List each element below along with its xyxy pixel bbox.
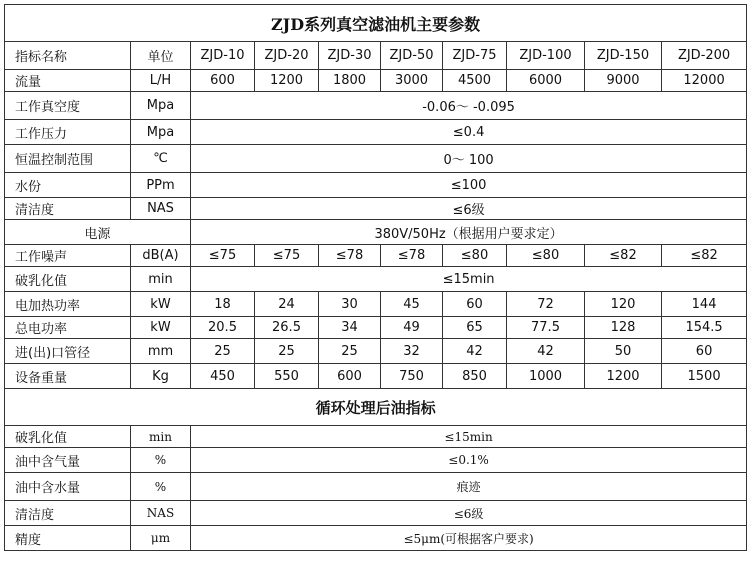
cell-value: 1000 xyxy=(507,364,585,389)
cell-value: 1200 xyxy=(585,364,662,389)
table-row xyxy=(5,339,747,364)
cell-value: 42 xyxy=(507,339,585,364)
cell-value: 18 xyxy=(191,292,255,317)
row-unit: NAS xyxy=(131,501,191,526)
row-unit: % xyxy=(131,448,191,473)
model-header: ZJD-75 xyxy=(443,42,507,70)
row-unit: NAS xyxy=(131,198,191,220)
row-unit: min xyxy=(131,426,191,448)
row-unit: L/H xyxy=(131,70,191,92)
cell-value: 1500 xyxy=(662,364,747,389)
table-row xyxy=(5,426,747,448)
cell-value: 600 xyxy=(319,364,381,389)
table-row xyxy=(5,92,747,120)
row-unit: μm xyxy=(131,526,191,551)
span-value: 0～ 100 xyxy=(191,145,747,173)
row-unit: Kg xyxy=(131,364,191,389)
table-row xyxy=(5,473,747,501)
section-title: 循环处理后油指标 xyxy=(5,389,747,426)
cell-value: 9000 xyxy=(585,70,662,92)
header-name: 指标名称 xyxy=(5,42,131,70)
cell-value: 50 xyxy=(585,339,662,364)
cell-value: 120 xyxy=(585,292,662,317)
cell-value: 144 xyxy=(662,292,747,317)
model-header: ZJD-10 xyxy=(191,42,255,70)
cell-value: 77.5 xyxy=(507,317,585,339)
cell-value: 26.5 xyxy=(255,317,319,339)
cell-value: 750 xyxy=(381,364,443,389)
table-row xyxy=(5,245,747,267)
table-row xyxy=(5,120,747,145)
row-name: 工作真空度 xyxy=(5,92,131,120)
table-row xyxy=(5,220,747,245)
table-row xyxy=(5,317,747,339)
cell-value: ≤82 xyxy=(662,245,747,267)
row-name: 精度 xyxy=(5,526,131,551)
cell-value: 154.5 xyxy=(662,317,747,339)
parameter-table xyxy=(4,4,747,551)
cell-value: 45 xyxy=(381,292,443,317)
cell-value: 25 xyxy=(191,339,255,364)
row-name: 破乳化值 xyxy=(5,267,131,292)
row-unit: Mpa xyxy=(131,92,191,120)
cell-value: 60 xyxy=(662,339,747,364)
cell-value: ≤82 xyxy=(585,245,662,267)
cell-value: 1200 xyxy=(255,70,319,92)
cell-value: ≤75 xyxy=(191,245,255,267)
row-name: 流量 xyxy=(5,70,131,92)
header-unit: 单位 xyxy=(131,42,191,70)
cell-value: ≤80 xyxy=(507,245,585,267)
cell-value: 34 xyxy=(319,317,381,339)
row-unit: min xyxy=(131,267,191,292)
span-value: ≤0.4 xyxy=(191,120,747,145)
title-row xyxy=(5,5,747,42)
cell-value: 25 xyxy=(255,339,319,364)
row-name: 清洁度 xyxy=(5,198,131,220)
table-row xyxy=(5,145,747,173)
row-name: 油中含气量 xyxy=(5,448,131,473)
header-row xyxy=(5,42,747,70)
cell-value: 49 xyxy=(381,317,443,339)
table-row xyxy=(5,292,747,317)
row-name: 工作压力 xyxy=(5,120,131,145)
cell-value: 450 xyxy=(191,364,255,389)
cell-value: 128 xyxy=(585,317,662,339)
table-row xyxy=(5,448,747,473)
cell-value: 600 xyxy=(191,70,255,92)
row-unit: Mpa xyxy=(131,120,191,145)
row-name: 工作噪声 xyxy=(5,245,131,267)
cell-value: ≤75 xyxy=(255,245,319,267)
cell-value: 32 xyxy=(381,339,443,364)
span-value: 380V/50Hz（根据用户要求定） xyxy=(191,220,747,245)
cell-value: 1800 xyxy=(319,70,381,92)
row-name: 电加热功率 xyxy=(5,292,131,317)
model-header: ZJD-200 xyxy=(662,42,747,70)
table-row xyxy=(5,364,747,389)
table-row xyxy=(5,267,747,292)
row-unit: kW xyxy=(131,317,191,339)
cell-value: 12000 xyxy=(662,70,747,92)
row-name: 清洁度 xyxy=(5,501,131,526)
row-name: 破乳化值 xyxy=(5,426,131,448)
cell-value: 550 xyxy=(255,364,319,389)
row-name: 进(出)口管径 xyxy=(5,339,131,364)
span-value: ≤6级 xyxy=(191,501,747,526)
row-name: 恒温控制范围 xyxy=(5,145,131,173)
cell-value: ≤78 xyxy=(319,245,381,267)
span-value: ≤0.1% xyxy=(191,448,747,473)
table-row xyxy=(5,501,747,526)
cell-value: 42 xyxy=(443,339,507,364)
cell-value: 72 xyxy=(507,292,585,317)
cell-value: 65 xyxy=(443,317,507,339)
table-row xyxy=(5,198,747,220)
span-value: ≤15min xyxy=(191,426,747,448)
span-value: ≤5μm(可根据客户要求) xyxy=(191,526,747,551)
cell-value: 24 xyxy=(255,292,319,317)
table-row xyxy=(5,173,747,198)
row-unit: PPm xyxy=(131,173,191,198)
cell-value: ≤78 xyxy=(381,245,443,267)
row-name: 总电功率 xyxy=(5,317,131,339)
cell-value: 20.5 xyxy=(191,317,255,339)
model-header: ZJD-100 xyxy=(507,42,585,70)
row-name: 设备重量 xyxy=(5,364,131,389)
cell-value: 30 xyxy=(319,292,381,317)
table-title: ZJD系列真空滤油机主要参数 xyxy=(5,5,747,42)
cell-value: 25 xyxy=(319,339,381,364)
row-unit: ℃ xyxy=(131,145,191,173)
row-name: 水份 xyxy=(5,173,131,198)
cell-value: 3000 xyxy=(381,70,443,92)
row-unit: mm xyxy=(131,339,191,364)
model-header: ZJD-30 xyxy=(319,42,381,70)
span-value: ≤6级 xyxy=(191,198,747,220)
cell-value: 850 xyxy=(443,364,507,389)
cell-value: 60 xyxy=(443,292,507,317)
cell-value: 6000 xyxy=(507,70,585,92)
row-unit: kW xyxy=(131,292,191,317)
model-header: ZJD-150 xyxy=(585,42,662,70)
row-name: 油中含水量 xyxy=(5,473,131,501)
section-row xyxy=(5,389,747,426)
cell-value: 4500 xyxy=(443,70,507,92)
table-row xyxy=(5,526,747,551)
cell-value: ≤80 xyxy=(443,245,507,267)
row-name: 电源 xyxy=(5,220,191,245)
row-unit: % xyxy=(131,473,191,501)
span-value: ≤15min xyxy=(191,267,747,292)
row-unit: dB(A) xyxy=(131,245,191,267)
span-value: ≤100 xyxy=(191,173,747,198)
model-header: ZJD-20 xyxy=(255,42,319,70)
span-value: -0.06～ -0.095 xyxy=(191,92,747,120)
span-value: 痕迹 xyxy=(191,473,747,501)
model-header: ZJD-50 xyxy=(381,42,443,70)
table-row xyxy=(5,70,747,92)
spec-sheet xyxy=(4,4,746,551)
